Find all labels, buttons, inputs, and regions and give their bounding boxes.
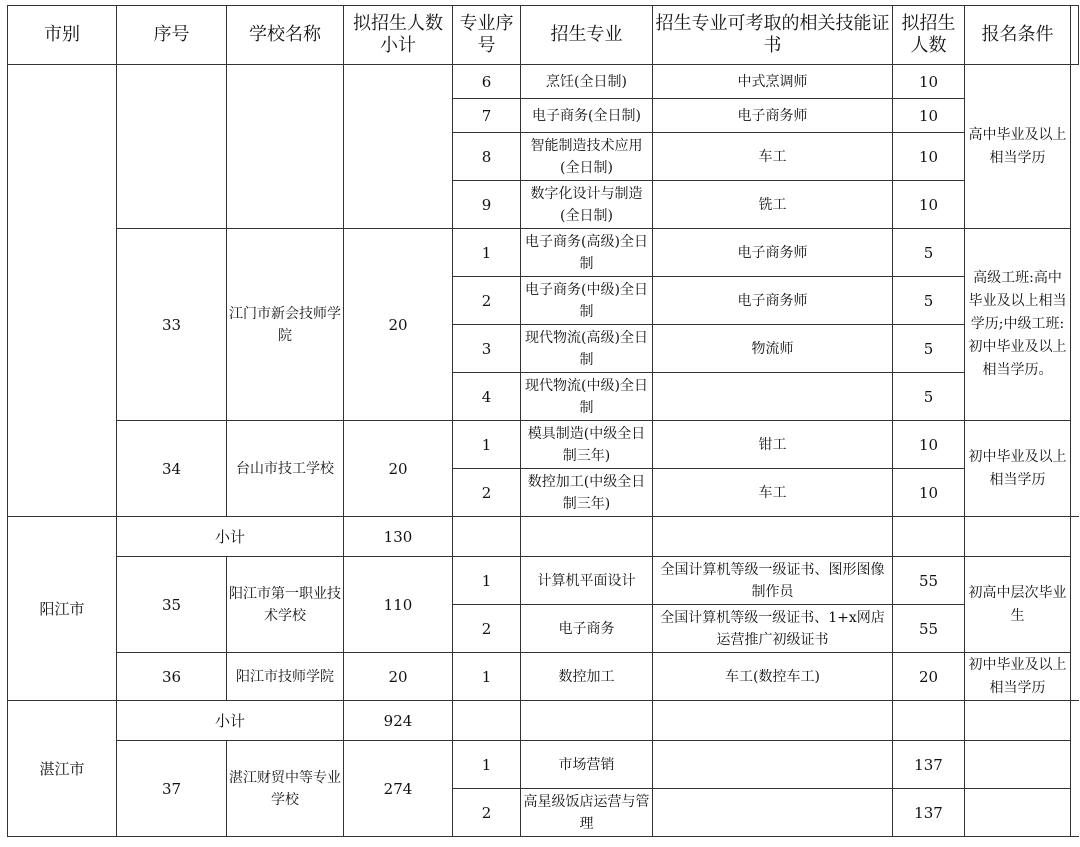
- certificate-cell: 中式烹调师: [653, 65, 893, 99]
- subtotal-row: [8, 517, 1079, 557]
- major-cell: 电子商务: [521, 605, 653, 653]
- certificate-cell: 全国计算机等级一级证书、图形图像制作员: [653, 557, 893, 605]
- major-cell: 现代物流(高级)全日制: [521, 325, 653, 373]
- header-planned-subtotal: 拟招生人数小计: [344, 6, 453, 65]
- subtotal-cell: 20: [344, 653, 453, 701]
- header-certificate: 招生专业可考取的相关技能证书: [653, 6, 893, 65]
- city-cell-yangjiang: 阳江市: [8, 517, 117, 701]
- table-row: [8, 741, 1079, 789]
- edge-cell: [1071, 517, 1079, 701]
- certificate-cell: 钳工: [653, 421, 893, 469]
- major-seq-cell: 1: [453, 653, 521, 701]
- major-cell: 数控加工: [521, 653, 653, 701]
- seq-cell: 33: [117, 229, 227, 421]
- school-cell: 阳江市技师学院: [227, 653, 344, 701]
- planned-cell: 10: [893, 65, 965, 99]
- major-cell: 智能制造技术应用(全日制): [521, 133, 653, 181]
- planned-cell: 5: [893, 229, 965, 277]
- city-cell-zhanjiang: 湛江市: [8, 701, 117, 837]
- planned-cell: 137: [893, 741, 965, 789]
- planned-cell: 10: [893, 99, 965, 133]
- conditions-cell: [965, 789, 1071, 837]
- major-seq-cell: 3: [453, 325, 521, 373]
- certificate-cell: 车工: [653, 469, 893, 517]
- major-seq-cell: 2: [453, 469, 521, 517]
- conditions-cell: 初中毕业及以上相当学历: [965, 653, 1071, 701]
- major-cell: 数字化设计与制造(全日制): [521, 181, 653, 229]
- certificate-cell: 电子商务师: [653, 99, 893, 133]
- conditions-cell: 高中毕业及以上相当学历: [965, 65, 1071, 229]
- subtotal-value: 924: [344, 701, 453, 741]
- major-seq-cell: 1: [453, 229, 521, 277]
- major-cell: 电子商务(高级)全日制: [521, 229, 653, 277]
- planned-cell: 5: [893, 325, 965, 373]
- planned-cell: 5: [893, 277, 965, 325]
- certificate-cell: [653, 789, 893, 837]
- subtotal-cell: 20: [344, 229, 453, 421]
- table-row: [8, 229, 1079, 277]
- header-major-seq: 专业序号: [453, 6, 521, 65]
- subtotal-cell: 20: [344, 421, 453, 517]
- planned-cell: 5: [893, 373, 965, 421]
- major-cell: 数控加工(中级全日制三年): [521, 469, 653, 517]
- planned-cell: 20: [893, 653, 965, 701]
- subtotal-label: 小计: [117, 517, 344, 557]
- planned-cell: 137: [893, 789, 965, 837]
- major-seq-cell: 1: [453, 557, 521, 605]
- major-seq-cell: 4: [453, 373, 521, 421]
- school-cell: 台山市技工学校: [227, 421, 344, 517]
- major-seq-cell: 2: [453, 277, 521, 325]
- header-school: 学校名称: [227, 6, 344, 65]
- certificate-cell: 铣工: [653, 181, 893, 229]
- school-cell: 江门市新会技师学院: [227, 229, 344, 421]
- major-seq-cell: 8: [453, 133, 521, 181]
- table-row: [8, 653, 1079, 701]
- edge-cell: [1071, 65, 1079, 517]
- major-cell: 现代物流(中级)全日制: [521, 373, 653, 421]
- enrollment-table: [7, 5, 1079, 837]
- subtotal-cell: [344, 65, 453, 229]
- conditions-cell: 高级工班:高中毕业及以上相当学历;中级工班:初中毕业及以上相当学历。: [965, 229, 1071, 421]
- header-row: [8, 6, 1079, 65]
- seq-cell: [117, 65, 227, 229]
- major-seq-cell: 9: [453, 181, 521, 229]
- subtotal-cell: 110: [344, 557, 453, 653]
- planned-cell: 10: [893, 421, 965, 469]
- header-edge: [1071, 6, 1079, 65]
- seq-cell: 34: [117, 421, 227, 517]
- planned-cell: 55: [893, 557, 965, 605]
- city-cell-jiangmen: [8, 65, 117, 517]
- certificate-cell: 车工: [653, 133, 893, 181]
- major-cell: 市场营销: [521, 741, 653, 789]
- certificate-cell: 电子商务师: [653, 277, 893, 325]
- major-seq-cell: 2: [453, 605, 521, 653]
- planned-cell: 10: [893, 469, 965, 517]
- major-cell: 烹饪(全日制): [521, 65, 653, 99]
- certificate-cell: 全国计算机等级一级证书、1+x网店运营推广初级证书: [653, 605, 893, 653]
- major-seq-cell: 6: [453, 65, 521, 99]
- header-conditions: 报名条件: [965, 6, 1071, 65]
- major-seq-cell: 2: [453, 789, 521, 837]
- header-major: 招生专业: [521, 6, 653, 65]
- header-seq: 序号: [117, 6, 227, 65]
- school-cell: 湛江财贸中等专业学校: [227, 741, 344, 837]
- certificate-cell: [653, 373, 893, 421]
- school-cell: 阳江市第一职业技术学校: [227, 557, 344, 653]
- subtotal-row: [8, 701, 1079, 741]
- certificate-cell: [653, 741, 893, 789]
- major-cell: 计算机平面设计: [521, 557, 653, 605]
- seq-cell: 37: [117, 741, 227, 837]
- certificate-cell: 物流师: [653, 325, 893, 373]
- conditions-cell: [965, 741, 1071, 789]
- conditions-cell: 初高中层次毕业生: [965, 557, 1071, 653]
- major-seq-cell: 1: [453, 741, 521, 789]
- major-seq-cell: 1: [453, 421, 521, 469]
- seq-cell: 35: [117, 557, 227, 653]
- certificate-cell: 电子商务师: [653, 229, 893, 277]
- conditions-cell: 初中毕业及以上相当学历: [965, 421, 1071, 517]
- major-cell: 高星级饭店运营与管理: [521, 789, 653, 837]
- major-cell: 电子商务(中级)全日制: [521, 277, 653, 325]
- seq-cell: 36: [117, 653, 227, 701]
- edge-cell: [1071, 701, 1079, 837]
- planned-cell: 10: [893, 133, 965, 181]
- major-cell: 模具制造(中级全日制三年): [521, 421, 653, 469]
- major-seq-cell: 7: [453, 99, 521, 133]
- table-row: [8, 557, 1079, 605]
- table-row: [8, 65, 1079, 99]
- subtotal-value: 130: [344, 517, 453, 557]
- certificate-cell: 车工(数控车工): [653, 653, 893, 701]
- header-planned: 拟招生人数: [893, 6, 965, 65]
- subtotal-cell: 274: [344, 741, 453, 837]
- table-row: [8, 421, 1079, 469]
- header-city: 市别: [8, 6, 117, 65]
- planned-cell: 55: [893, 605, 965, 653]
- subtotal-label: 小计: [117, 701, 344, 741]
- school-cell: [227, 65, 344, 229]
- major-cell: 电子商务(全日制): [521, 99, 653, 133]
- planned-cell: 10: [893, 181, 965, 229]
